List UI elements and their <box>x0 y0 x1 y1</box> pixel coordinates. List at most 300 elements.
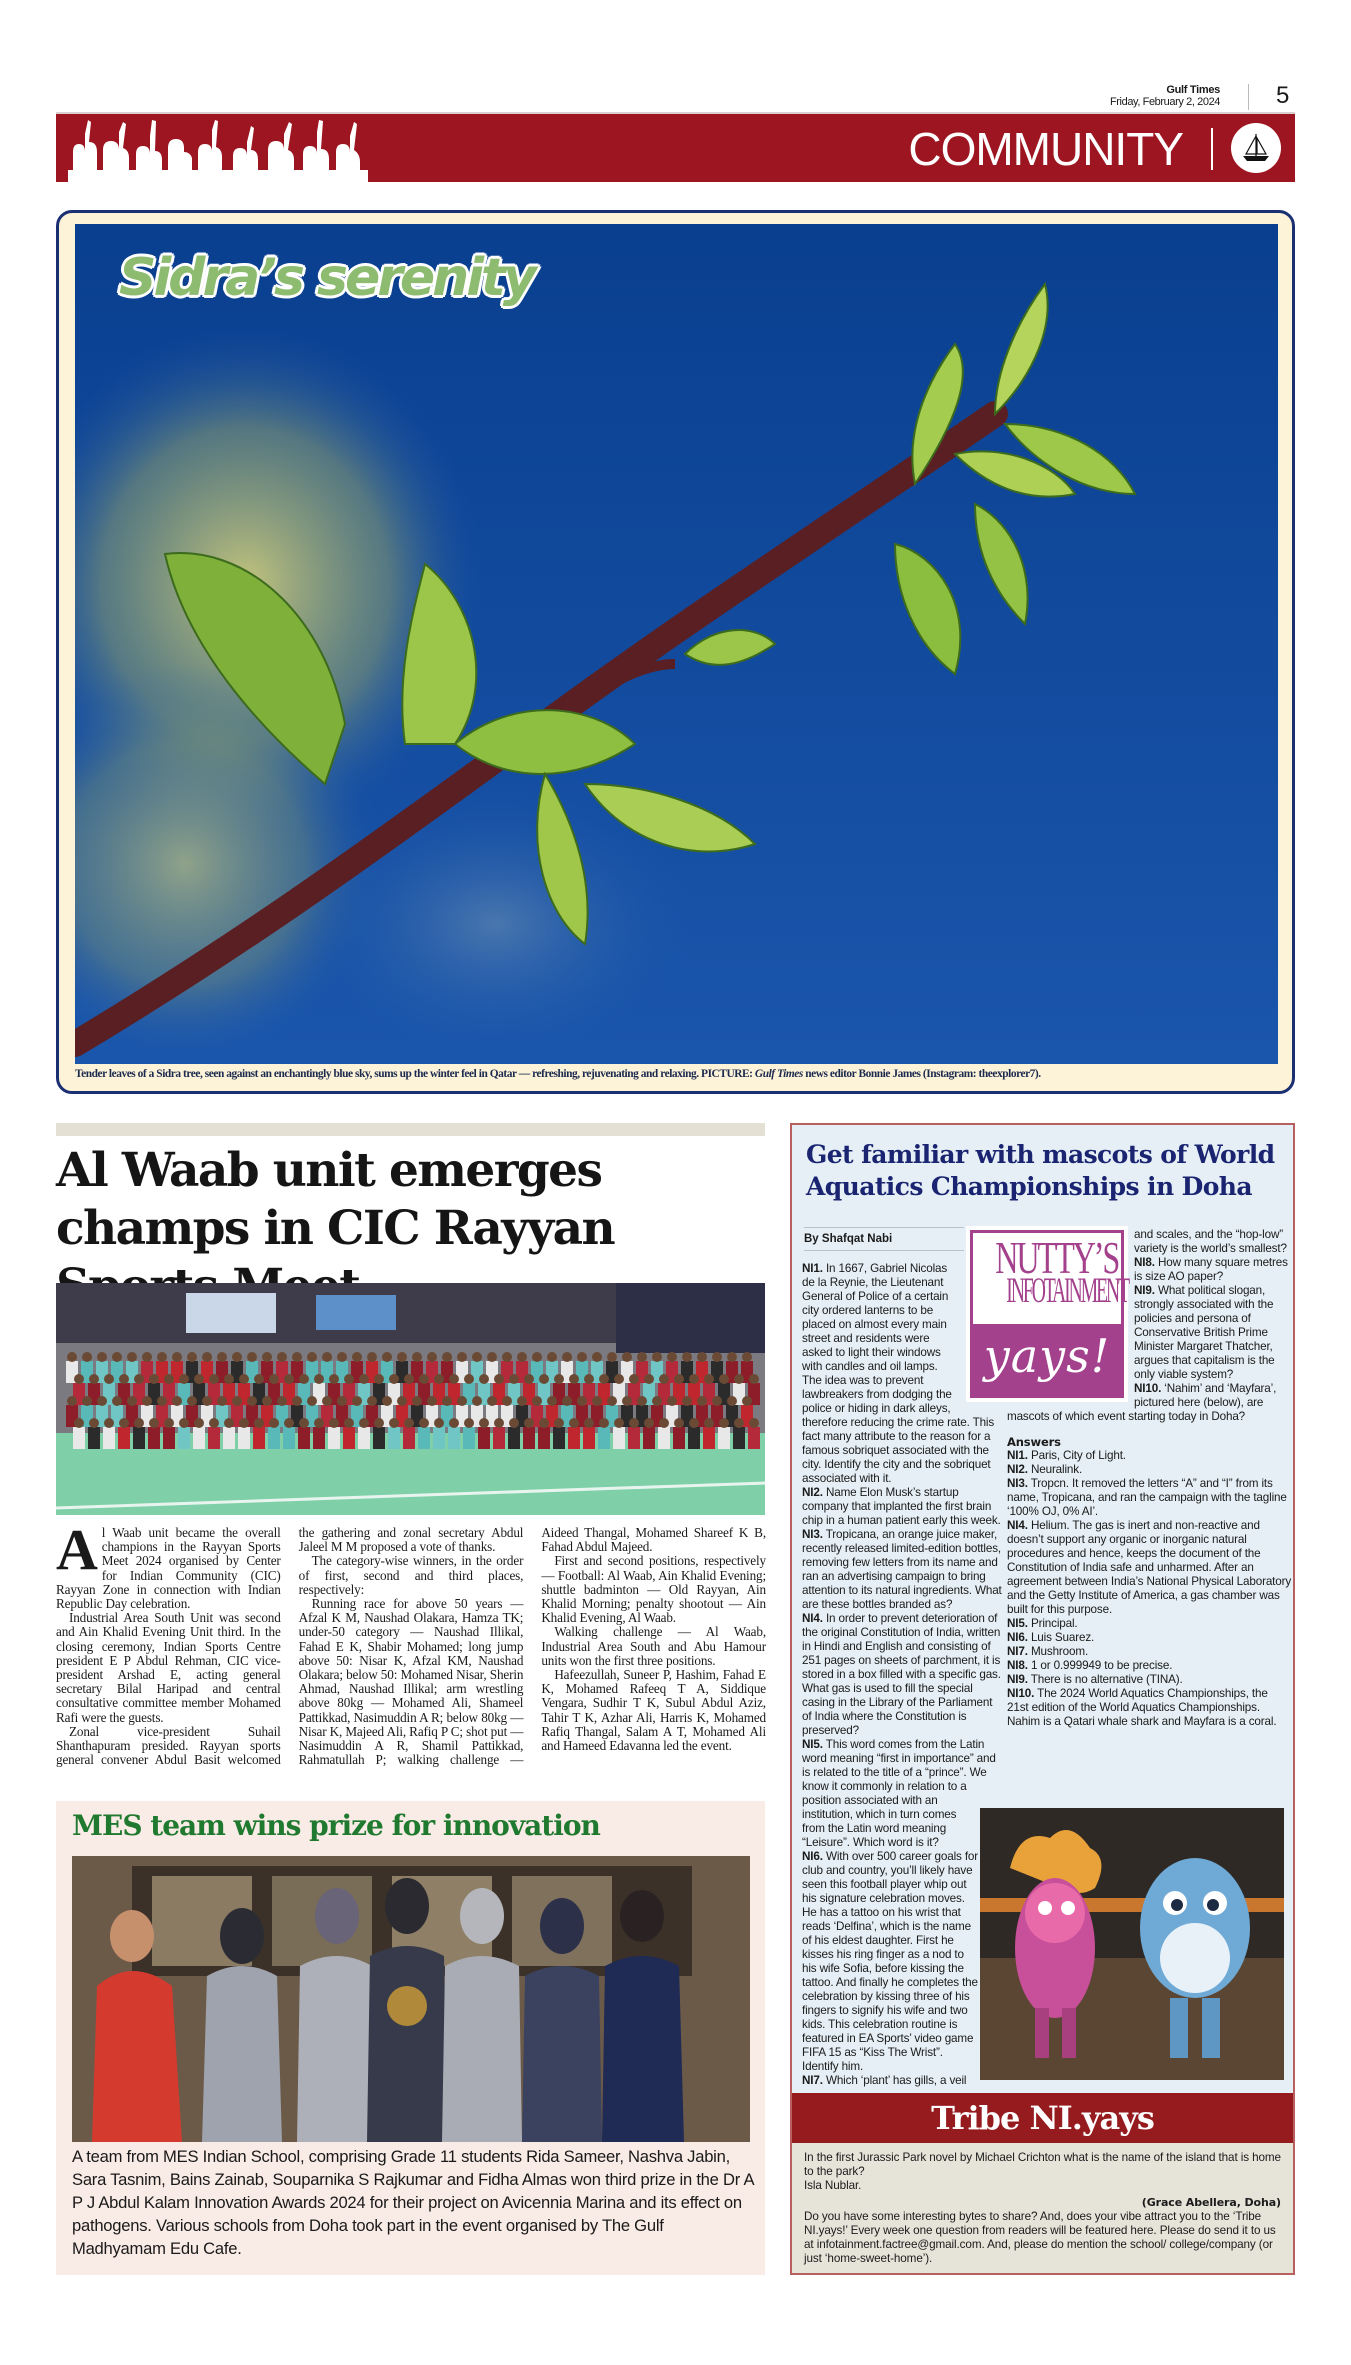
crowd-figure <box>673 1427 685 1449</box>
quiz-answer <box>1007 1645 1292 1659</box>
caption-text: Tender leaves of a Sidra tree, seen against an enchantingly blue sky, sums up the winter feel in Qatar — refreshing, rejuvenating and relaxing. PICTURE: <box>75 1068 755 1080</box>
crowd-figure-head <box>502 1396 512 1406</box>
crowd-figure-head <box>607 1352 617 1362</box>
crowd-figure-head <box>397 1352 407 1362</box>
crowd-figure-head <box>712 1396 722 1406</box>
sports-meet-group-photo <box>56 1283 765 1515</box>
crowd-figure-head <box>157 1396 167 1406</box>
crowd-figure <box>508 1427 520 1449</box>
crowd-figure-head <box>187 1396 197 1406</box>
crowd-figure-head <box>119 1374 129 1384</box>
question-number: NI7. <box>802 2074 823 2087</box>
answer-number: NI7. <box>1007 1645 1028 1658</box>
crowd-figure <box>103 1427 115 1449</box>
quiz-column-1 <box>802 1262 1002 2107</box>
crowd-figure <box>283 1427 295 1449</box>
article-paragraph <box>56 1517 281 1612</box>
crowd-figure-head <box>554 1418 564 1428</box>
crowd-figure <box>463 1427 475 1449</box>
crowd-figure-head <box>359 1418 369 1428</box>
crowd-figure-head <box>682 1396 692 1406</box>
crowd-figure-head <box>644 1374 654 1384</box>
crowd-figure-head <box>277 1396 287 1406</box>
crowd-figure-head <box>172 1396 182 1406</box>
crowd-figure-head <box>547 1396 557 1406</box>
crowd-figure-head <box>397 1396 407 1406</box>
crowd-figure <box>118 1427 130 1449</box>
crowd-figure-head <box>194 1418 204 1428</box>
crowd-figure-head <box>569 1374 579 1384</box>
answer-number: NI4. <box>1007 1519 1028 1532</box>
caption-publication: Gulf Times <box>754 1068 803 1080</box>
crowd-figure-head <box>472 1396 482 1406</box>
crowd-figure-head <box>247 1352 257 1362</box>
crowd-figure-head <box>584 1374 594 1384</box>
crowd-figure <box>133 1427 145 1449</box>
answer-number: NI6. <box>1007 1631 1028 1644</box>
quiz-question <box>802 1738 1002 1850</box>
crowd-figure-head <box>517 1396 527 1406</box>
crowd-figure-head <box>614 1418 624 1428</box>
crowd-figure-head <box>329 1374 339 1384</box>
quiz-answer <box>1007 1519 1292 1617</box>
crowd-figure <box>178 1427 190 1449</box>
crowd-figure-head <box>479 1374 489 1384</box>
divider <box>1211 128 1213 170</box>
crowd-figure-head <box>232 1352 242 1362</box>
crowd-figure-head <box>509 1374 519 1384</box>
crowd-figure-head <box>374 1418 384 1428</box>
publication-name: Gulf Times <box>1166 84 1220 96</box>
crowd-figure <box>493 1427 505 1449</box>
question-text: With over 500 career goals for club and country, you’ll likely have seen this football player whip out his signature celebration moves. He has a tattoo on his wrist that reads ‘Delfina’, which is the name of his eldest daughter. First he kisses his ring finger as a nod to his wife Sofia, before kissing the tattoo. And finally he completes the celebration by kissing three of his fingers to signify his wife and two kids. This celebration routine is featured in EA Sports’ video game FIFA 15 as “Kiss The Wrist”. Identify him. <box>802 1850 979 2073</box>
crowd-figure-head <box>277 1352 287 1362</box>
crowd-figure-head <box>164 1374 174 1384</box>
crowd-figure-head <box>727 1352 737 1362</box>
paragraph-text: l Waab unit became the overall champions in the Rayyan Sports Meet 2024 organised by Center for Indian Community (CIC) Rayyan Zone in connection with Indian Republic Day celebration. <box>56 1525 281 1612</box>
quiz-answer <box>1007 1617 1292 1631</box>
question-number: NI1. <box>802 1262 823 1275</box>
crowd-figure-head <box>479 1418 489 1428</box>
crowd-figure <box>598 1427 610 1449</box>
quiz-question <box>802 1612 1002 1738</box>
reader-answer: Isla Nublar. <box>804 2179 862 2192</box>
photo-feature <box>56 210 1295 1094</box>
quiz-question-continued: and scales, and the “hop-low” variety is the world’s smallest? <box>1134 1228 1287 1255</box>
crowd-figure <box>193 1427 205 1449</box>
crowd-figure-head <box>554 1374 564 1384</box>
quiz-question <box>802 1850 1002 2074</box>
crowd-figure-head <box>344 1418 354 1428</box>
crowd-figure-head <box>599 1418 609 1428</box>
divider-bar <box>56 1123 765 1136</box>
crowd-figure <box>733 1427 745 1449</box>
crowd-figure <box>223 1427 235 1449</box>
quiz-question <box>802 2074 1002 2088</box>
answer-number: NI5. <box>1007 1617 1028 1630</box>
crowd-figure-head <box>434 1374 444 1384</box>
crowd-figure <box>313 1427 325 1449</box>
question-number: NI5. <box>802 1738 823 1751</box>
crowd-figure-head <box>292 1396 302 1406</box>
crowd-figure-head <box>404 1418 414 1428</box>
crowd-figure-head <box>74 1418 84 1428</box>
answer-number: NI1. <box>1007 1449 1028 1462</box>
crowd-figure-head <box>592 1396 602 1406</box>
crowd-figure-head <box>742 1396 752 1406</box>
crowd-figure-head <box>112 1352 122 1362</box>
crowd-figure-head <box>382 1352 392 1362</box>
crowd-figure-head <box>119 1418 129 1428</box>
crowd-figure-head <box>157 1352 167 1362</box>
section-banner <box>56 112 1295 182</box>
publication-info <box>1100 84 1220 108</box>
question-number: NI2. <box>802 1486 823 1499</box>
crowd-figure-head <box>247 1396 257 1406</box>
crowd-figure-head <box>734 1418 744 1428</box>
crowd-figure-head <box>412 1352 422 1362</box>
quiz-answer <box>1007 1631 1292 1645</box>
crowd-figure <box>583 1427 595 1449</box>
article-paragraph: Walking challenge — Al Waab, Industrial Area South and Abu Hamour units won the first three positions. <box>541 1624 766 1668</box>
crowd-figure-head <box>164 1418 174 1428</box>
crowd-figure-head <box>217 1396 227 1406</box>
crowd-figure-head <box>742 1352 752 1362</box>
article-body <box>56 1517 766 1768</box>
crowd-figure <box>358 1427 370 1449</box>
crowd-figure-head <box>254 1418 264 1428</box>
quiz-answer <box>1007 1449 1292 1463</box>
crowd-figure <box>538 1427 550 1449</box>
crowd-figure-head <box>539 1418 549 1428</box>
crowd-figure-head <box>427 1396 437 1406</box>
crowd-figure <box>718 1427 730 1449</box>
crowd-figure-head <box>217 1352 227 1362</box>
crowd-figure-head <box>569 1418 579 1428</box>
crowd-figure-head <box>464 1418 474 1428</box>
crowd-figure-head <box>112 1396 122 1406</box>
crowd-figure-head <box>142 1396 152 1406</box>
crowd-figure-head <box>224 1374 234 1384</box>
quiz-headline: Get familiar with mascots of World Aquatics Championships in Doha <box>806 1140 1275 1201</box>
quiz-answer <box>1007 1477 1292 1519</box>
crowd-figure-head <box>127 1352 137 1362</box>
crowd-figure-head <box>509 1418 519 1428</box>
crowd-figure-head <box>359 1374 369 1384</box>
crowd-figure-head <box>367 1396 377 1406</box>
answer-text: Helium. The gas is inert and non-reactive and doesn’t support any organic or inorganic natural procedures and hence, keeps the document of the Constitution of India safe and unharmed. After an agreement between India’s National Physical Laboratory and the Getty Institute of America, a gas chamber was built for this purpose. <box>1007 1519 1292 1616</box>
crowd-figure-head <box>614 1374 624 1384</box>
crowd-figure-head <box>667 1396 677 1406</box>
answer-number: NI9. <box>1007 1673 1028 1686</box>
article-paragraph: Zonal vice-president Suhail Shanthapuram presided. Rayyan sports general convener Abdul Basit welcomed the gathering and zonal secretary Abdul Jaleel M M proposed a vote of thanks. <box>56 1525 524 1768</box>
answer-text: Mushroom. <box>1030 1645 1089 1658</box>
crowd-figure <box>523 1427 535 1449</box>
crowd-figure-head <box>524 1418 534 1428</box>
dhow-logo-icon <box>1231 123 1281 173</box>
crowd-figure-head <box>404 1374 414 1384</box>
article-paragraph: Industrial Area South Unit was second and Ain Khalid Evening Unit third. In the closing ceremony, Indian Sports Centre president E P Abdul Rehman, CIC vice-president Arshad E, acting general secretary Bilal Haripad and central consultative committee member Mohamed Rafi were the guests. <box>56 1610 281 1725</box>
byline: By Shafqat Nabi <box>804 1227 964 1251</box>
crowd-figure <box>448 1427 460 1449</box>
crowd-figure-head <box>314 1374 324 1384</box>
crowd-figure-head <box>284 1374 294 1384</box>
crowd-figure <box>433 1427 445 1449</box>
crowd-figure <box>658 1427 670 1449</box>
crowd-figure-head <box>262 1352 272 1362</box>
crowd-figure-head <box>209 1418 219 1428</box>
crowd-figure-head <box>562 1396 572 1406</box>
crowd-figure-head <box>622 1396 632 1406</box>
crowd-figure <box>88 1427 100 1449</box>
article-paragraph: First and second positions, respectively — Football: Al Waab, Ain Khalid Evening; shuttle badminton — Old Rayyan, Ain Khalid Morning; penalty shootout — Ain Khalid Evening, Al Waab. <box>541 1553 766 1626</box>
crowd-figure-head <box>689 1418 699 1428</box>
quiz-question <box>802 1486 1002 1528</box>
crowd-figure-head <box>239 1374 249 1384</box>
crowd-figure-head <box>104 1418 114 1428</box>
crowd-figure-head <box>127 1396 137 1406</box>
crowd-figure-head <box>674 1374 684 1384</box>
crowd-figure-head <box>284 1418 294 1428</box>
crowd-figure-head <box>292 1352 302 1362</box>
crowd-figure-head <box>727 1396 737 1406</box>
crowd-figure-head <box>352 1396 362 1406</box>
crowd-figure-head <box>337 1396 347 1406</box>
crowd-figure-head <box>577 1396 587 1406</box>
crowd-figure-head <box>322 1352 332 1362</box>
crowd-figure-head <box>607 1396 617 1406</box>
crowd-figure-head <box>487 1352 497 1362</box>
answer-text: There is no alternative (TINA). <box>1030 1673 1183 1686</box>
crowd-figure-head <box>149 1418 159 1428</box>
answer-number: NI3. <box>1007 1477 1028 1490</box>
answer-text: The 2024 World Aquatics Championships, the 21st edition of the World Aquatics Championships. Nahim is a Qatari whale shark and Mayfara is a coral. <box>1007 1687 1277 1728</box>
answer-text: Neuralink. <box>1030 1463 1083 1476</box>
crowd-figure-head <box>74 1374 84 1384</box>
question-text: Tropicana, an orange juice maker, recently released limited-edition bottles, removing few letters from its name and ran an advertising campaign to bring attention to its natural ingredients. What are these bottles branded as? <box>802 1528 1002 1611</box>
crowd-figure-head <box>389 1374 399 1384</box>
answer-text: 1 or 0.999949 to be precise. <box>1030 1659 1173 1672</box>
crowd-figure <box>418 1427 430 1449</box>
crowd-figure-head <box>689 1374 699 1384</box>
question-text: How many square metres is size AO paper? <box>1134 1256 1288 1283</box>
photo-caption <box>75 1068 1285 1080</box>
crowd-figure-head <box>449 1418 459 1428</box>
crowd-figure-head <box>67 1396 77 1406</box>
crowd-figure-head <box>457 1352 467 1362</box>
crowd-figure-head <box>67 1352 77 1362</box>
reader-question: In the first Jurassic Park novel by Michael Crichton what is the name of the island that is home to the park? <box>804 2151 1281 2178</box>
tribe-body <box>792 2143 1293 2273</box>
sidra-tree-photo <box>75 224 1278 1064</box>
logo-line: NUTTY’S <box>995 1232 1119 1283</box>
crowd-figure-head <box>577 1352 587 1362</box>
logo-line: INFOTAINMENT <box>1006 1270 1128 1310</box>
crowd-figure <box>403 1427 415 1449</box>
question-text: This word comes from the Latin word meaning “first in importance” and is related to the title of a “prince”. We know it commonly in relation to a position associated with an institution, which in turn comes from the Latin word meaning “Leisure”. Which word is it? <box>802 1738 996 1849</box>
crowd-figure-head <box>697 1352 707 1362</box>
crowd-figure-head <box>172 1352 182 1362</box>
question-number: NI9. <box>1134 1284 1155 1297</box>
quiz-answer <box>1007 1687 1292 1729</box>
crowd-figure-head <box>352 1352 362 1362</box>
story-headline: MES team wins prize for innovation <box>72 1809 600 1842</box>
crowd-figure-head <box>202 1352 212 1362</box>
crowd-figure <box>628 1427 640 1449</box>
crowd-figure-head <box>697 1396 707 1406</box>
crowd-figure-head <box>464 1374 474 1384</box>
crowd-figure <box>73 1427 85 1449</box>
crowd-figure-head <box>532 1396 542 1406</box>
crowd-figure-head <box>299 1418 309 1428</box>
crowd-figure <box>568 1427 580 1449</box>
crowd-figure-head <box>419 1418 429 1428</box>
crowd-figure-head <box>637 1352 647 1362</box>
reader-credit: (Grace Abellera, Doha) <box>1141 2196 1281 2209</box>
answer-text: Tropcn. It removed the letters “A” and “I” from its name, Tropicana, and ran the campaign with the tagline ‘100% OJ, 0% AI’. <box>1007 1477 1287 1518</box>
crowd-figure-head <box>307 1352 317 1362</box>
mes-story <box>56 1801 765 2275</box>
crowd-figure-head <box>374 1374 384 1384</box>
article-paragraph: Running race for above 50 years — Afzal K M, Naushad Olakara, Hamza TK; under-50 category — Naushad Illikal, Fahad E K, Shabir Mohamed; long jump above 50: Nisar K, Afzal KM, Naushad Olakara; below 50: Mohamed Nisar, Sherin Ahmad, Naushad Illikal; arm wrestling above 80kg — Mohamed Ali, Shameel Pattikkad, Nasimuddin A R; below 80kg — Nisar K, Majeed Ali, Rafiq P C; shot put — Nasimuddin A R, Shamil Pattikkad, Rahmatullah P; walking challenge — Aideed Thangal, Mohamed Shareef K B, Fahad Abdul Majeed. <box>298 1525 766 1768</box>
publication-date: Friday, February 2, 2024 <box>1109 96 1220 108</box>
crowd-figure <box>163 1427 175 1449</box>
crowd-figure-head <box>419 1374 429 1384</box>
crowd-figure <box>478 1427 490 1449</box>
article-headline: Al Waab unit emerges champs in CIC Rayyan <box>56 1143 615 1256</box>
crowd-figure-head <box>704 1374 714 1384</box>
crowd-figure-head <box>592 1352 602 1362</box>
answer-text: Paris, City of Light. <box>1030 1449 1126 1462</box>
crowd-figure-head <box>449 1374 459 1384</box>
crowd-figure-head <box>427 1352 437 1362</box>
crowd-figure-head <box>329 1418 339 1428</box>
question-text: ‘Nahim’ and ‘Mayfara’, pictured here (below), are mascots of which event starting today in Doha? <box>1007 1382 1277 1423</box>
crowd-figure-head <box>599 1374 609 1384</box>
crowd-figure-head <box>149 1374 159 1384</box>
crowd-figure-head <box>562 1352 572 1362</box>
caption-credit: news editor Bonnie James (Instagram: theexplorer7). <box>802 1068 1041 1080</box>
crowd-figure-head <box>337 1352 347 1362</box>
crowd-figure-head <box>667 1352 677 1362</box>
crowd-figure <box>553 1427 565 1449</box>
crowd-figure-head <box>97 1396 107 1406</box>
question-text: Name Elon Musk’s startup company that implanted the first brain chip in a human patient early this week. <box>802 1486 1001 1527</box>
crowd-figure-head <box>584 1418 594 1428</box>
question-number: NI3. <box>802 1528 823 1541</box>
crowd-figure <box>703 1427 715 1449</box>
crowd-figure-head <box>644 1418 654 1428</box>
mascots-photo <box>980 1808 1284 2080</box>
question-text: In order to prevent deterioration of the original Constitution of India, written in Hindi and English and consisting of 251 pages on sheets of parchment, it is stored in a box filled with a specific gas. What gas is used to fill the special casing in the Library of the Parliament of India where the Constitution is preserved? <box>802 1612 1001 1737</box>
infotainment-quiz <box>790 1123 1295 2275</box>
crowd-figure-head <box>442 1396 452 1406</box>
crowd-figure-head <box>659 1418 669 1428</box>
crowd-figure <box>388 1427 400 1449</box>
crowd-figure-head <box>82 1352 92 1362</box>
crowd-figure-head <box>382 1396 392 1406</box>
page-number: 5 <box>1276 82 1290 109</box>
crowd-figure-head <box>269 1418 279 1428</box>
crowd-figure-head <box>712 1352 722 1362</box>
crowd-figure-head <box>262 1396 272 1406</box>
quiz-answer <box>1007 1463 1292 1477</box>
crowd-figure-head <box>104 1374 114 1384</box>
crowd-figure-head <box>322 1396 332 1406</box>
crowd-figure-head <box>187 1352 197 1362</box>
answer-number: NI10. <box>1007 1687 1035 1700</box>
quiz-column-2 <box>1007 1228 1292 1729</box>
crowd-figure <box>238 1427 250 1449</box>
crowd-figure-head <box>142 1352 152 1362</box>
drop-cap: A <box>56 1517 98 1582</box>
crowd-figure-head <box>704 1418 714 1428</box>
answer-text: Luis Suarez. <box>1030 1631 1095 1644</box>
crowd-figure-head <box>179 1374 189 1384</box>
mes-team-photo <box>72 1856 750 2142</box>
crowd-figure-head <box>629 1418 639 1428</box>
crowd-figure-head <box>652 1396 662 1406</box>
crowd-figure-head <box>719 1418 729 1428</box>
crowd-figure-head <box>659 1374 669 1384</box>
submission-invite: Do you have some interesting bytes to share? And, does your vibe attract you to the ‘Tribe NI.yays!’ Every week one question from readers will be featured here. Please do send it to us at infotainment.factree@gmail.com. And, please do mention the school/ college/company (or just ‘home-sweet-home’). <box>804 2210 1276 2265</box>
tribe-banner: Tribe NI.yays <box>792 2093 1293 2143</box>
crowd-figure <box>343 1427 355 1449</box>
crowd-figure-head <box>517 1352 527 1362</box>
crowd-figure-head <box>269 1374 279 1384</box>
crowd-figure-head <box>502 1352 512 1362</box>
crowd-figure-head <box>389 1418 399 1428</box>
crowd-figure-head <box>442 1352 452 1362</box>
question-number: NI6. <box>802 1850 823 1863</box>
crowd-figure-head <box>682 1352 692 1362</box>
question-number: NI8. <box>1134 1256 1155 1269</box>
answers-heading: Answers <box>1007 1435 1061 1449</box>
crowd-figure-head <box>202 1396 212 1406</box>
quiz-question <box>802 1528 1002 1612</box>
crowd-figure <box>208 1427 220 1449</box>
crowd-figure-head <box>307 1396 317 1406</box>
crowd-figure <box>148 1427 160 1449</box>
crowd-figure-head <box>749 1374 759 1384</box>
crowd-figure-head <box>457 1396 467 1406</box>
crowd-figure-head <box>472 1352 482 1362</box>
crowd-figure-head <box>412 1396 422 1406</box>
crowd-figure-head <box>532 1352 542 1362</box>
crowd-figure-head <box>734 1374 744 1384</box>
section-title: COMMUNITY <box>908 123 1183 175</box>
article-paragraph: Hafeezullah, Suneer P, Hashim, Fahad E K, Mohamed Rafeeq T A, Siddique Vengara, Sudhir T K, Subul Abdul Aziz, Tahir T K, Azhar Ali, Harris K, Mohamed Rafiq Thangal, Salam A T, Mohamed Ali and Hameed Edavanna led the event. <box>541 1667 766 1754</box>
crowd-figure-head <box>344 1374 354 1384</box>
crowd-figure <box>613 1427 625 1449</box>
crowd-figure-head <box>629 1374 639 1384</box>
quiz-answer <box>1007 1659 1292 1673</box>
crowd-figure-head <box>179 1418 189 1428</box>
crowd-figure-head <box>89 1418 99 1428</box>
feature-title: Sidra’s serenity <box>119 248 534 308</box>
crowd-figure-head <box>749 1418 759 1428</box>
crowd-figure-head <box>194 1374 204 1384</box>
crowd-figure-head <box>622 1352 632 1362</box>
question-text: What political slogan, strongly associated with the policies and persona of Conservative British Prime Minister Margaret Thatcher, argues that capitalism is the only viable system? <box>1134 1284 1275 1381</box>
question-number: NI4. <box>802 1612 823 1625</box>
crowd-figure-head <box>224 1418 234 1428</box>
crowd-figure-head <box>434 1418 444 1428</box>
crowd-figure-head <box>494 1374 504 1384</box>
crowd-figure-head <box>239 1418 249 1428</box>
crowd-figure-head <box>652 1352 662 1362</box>
question-number: NI10. <box>1134 1382 1162 1395</box>
